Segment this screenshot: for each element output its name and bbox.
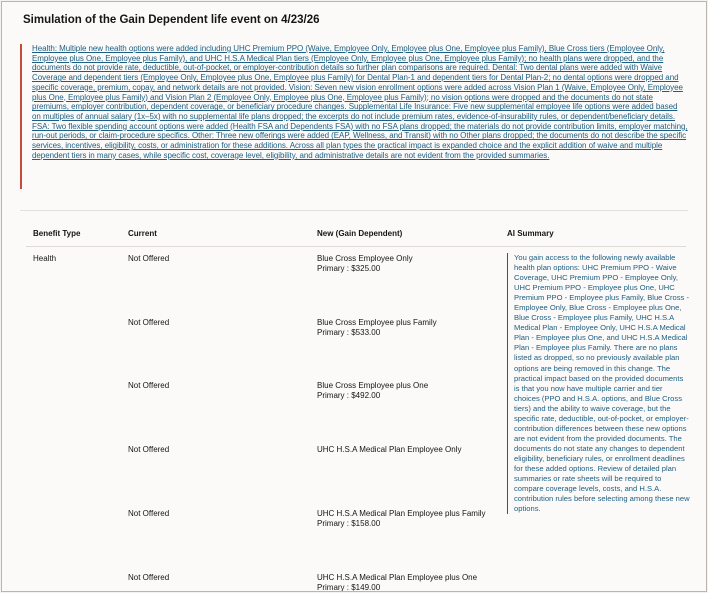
current-cell: Not Offered [128,254,170,263]
col-header-ai-summary: AI Summary [507,229,554,238]
plan-primary: Primary : $325.00 [317,264,381,273]
plan-name: UHC H.S.A Medical Plan Employee Only [317,445,462,454]
current-cell: Not Offered [128,509,170,518]
plan-cell [317,445,462,455]
current-cell: Not Offered [128,573,170,582]
plan-primary: Primary : $492.00 [317,391,381,400]
plan-primary: Primary : $149.00 [317,583,381,592]
overall-summary [20,44,688,189]
plan-name: Blue Cross Employee Only [317,254,413,263]
plan-cell [317,573,477,592]
benefit-type-cell: Health [33,254,57,263]
current-cell: Not Offered [128,445,170,454]
page-title: Simulation of the Gain Dependent life event on 4/23/26 [23,14,320,26]
current-cell: Not Offered [128,318,170,327]
plan-primary: Primary : $533.00 [317,328,381,337]
section-divider [20,210,688,211]
overall-summary-link[interactable]: Health: Multiple new health options were added including UHC Premium PPO (Waive, Employee Only, Employee plus One, Employee plus Family), Blue Cross tiers (Employee Only, Employee plus One, Employee plus Family), and UHC H.S.A Medical Plan tiers (Employee Only, Employee plus One, Employee plus Family); no health plans were dropped, and the documents do not provide rate, deductible, out-of-pocket, or employer-contribution details so further plan comparisons are required. Dental: Two dental plans were added with Waive Coverage and dependent tiers (Employee Only, Employee plus One, Employee plus Family) for Dental Plan-1 and dependent tiers for Dental Plan-2; no dental options were dropped and specific coverage, premium, copay, and network details are not provided. Vision: Seven new vision enrollment options were added across Vision Plan 1 (Waive, Employee Only, Employee plus One, Employee plus Family) and Vision Plan 2 (Employee Only, Employee plus One, Employee plus Family); no vision options were dropped and the documents do not state premiums, employer contribution, dependent coverage, or beneficiary procedure changes. Supplemental Life Insurance: Five new supplemental employee life options were added based on multiples of annual salary (1x–5x) with no supplemental life plans dropped; the excerpts do not include premium rates, evidence-of-insurability rules, or dependent/beneficiary details. FSA: Two flexible spending account options were added (Health FSA and Dependents FSA) with no FSA plans dropped; the materials do not provide contribution limits, employer matching, run-out periods, or claim-procedure specifics. Other: Three new offerings were added (EAP, Wellness, and Transit) with no Other plans dropped; the documents do not describe the specific services, incentives, eligibility, costs, or administration for these additions. Across all plan types the practical impact is expanded choice and the explicit addition of waive and multiple dependent tiers in many cases, while specific cost, coverage level, eligibility, and administrative details are not evident from the provided summaries. [32,44,688,160]
ai-summary-text: You gain access to the following newly available health plan options: UHC Premium PPO - Waive Coverage, UHC Premium PPO - Employee Only, UHC Premium PPO - Employee plus One, UHC Premium PPO - Employee plus Family, Blue Cross - Employee Only, Blue Cross - Employee plus One, Blue Cross - Employee plus Family, UHC H.S.A Medical Plan - Employee Only, UHC H.S.A Medical Plan - Employee plus One, and UHC H.S.A Medical Plan - Employee plus Family. There are no plans listed as dropped, so no previously available plan options are being removed in this change. The practical impact based on the provided documents is that you now have multiple carrier and tier choices (PPO and H.S.A. options, and Blue Cross tiers) and the ability to waive coverage, but the specific rate, deductible, out-of-pocket, or employer-contribution differences between these new options are not evident from the provided documents. The documents do not state any changes to dependent eligibility, beneficiary rules, or enrollment deadlines for these added options. Review of detailed plan summaries or rate sheets will be required to compare coverage levels, costs, and H.S.A. contribution rules before selecting among these new options. [507,253,690,514]
plan-name: Blue Cross Employee plus Family [317,318,437,327]
header-divider [26,246,686,247]
plan-cell [317,381,428,401]
simulation-panel [1,1,707,592]
plan-primary: Primary : $158.00 [317,519,381,528]
plan-name: UHC H.S.A Medical Plan Employee plus Family [317,509,486,518]
plan-name: UHC H.S.A Medical Plan Employee plus One [317,573,478,582]
plan-name: Blue Cross Employee plus One [317,381,429,390]
plan-cell [317,318,437,338]
col-header-benefit-type: Benefit Type [33,229,81,238]
col-header-new: New (Gain Dependent) [317,229,403,238]
plan-cell [317,254,413,274]
current-cell: Not Offered [128,381,170,390]
plan-cell [317,509,486,529]
col-header-current: Current [128,229,157,238]
